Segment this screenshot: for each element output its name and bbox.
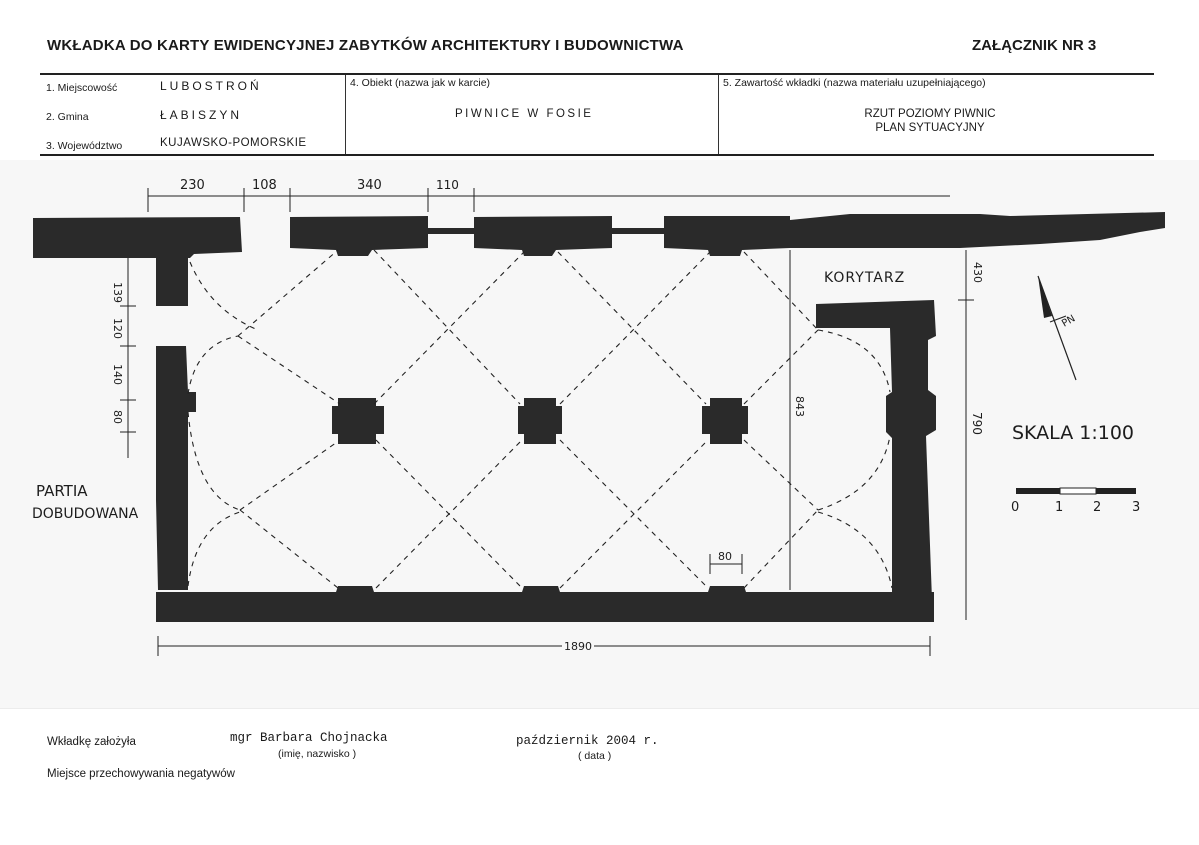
- left-dim-139: 139: [111, 282, 124, 303]
- top-wall-link: [428, 228, 474, 234]
- north-label: PN: [1060, 313, 1078, 330]
- content-label: 5. Zawartość wkładki (nazwa materiału uzupełniającego): [723, 77, 986, 89]
- created-by-label: Wkładkę założyła: [47, 736, 136, 748]
- author-name: mgr Barbara Chojnacka: [230, 731, 388, 745]
- commune-label: 2. Gmina: [46, 111, 89, 123]
- annex-label-line-1: PARTIA: [36, 482, 88, 500]
- locality-value: LUBOSTROŃ: [160, 79, 262, 93]
- vault-line: [744, 330, 818, 404]
- north-arrow-head: [1038, 276, 1052, 318]
- annex-label-line-2: DOBUDOWANA: [32, 506, 139, 522]
- voivodeship-value: KUJAWSKO-POMORSKIE: [160, 137, 307, 149]
- right-dim-790: 790: [970, 412, 984, 435]
- north-arrow: [1038, 276, 1076, 380]
- object-label: 4. Obiekt (nazwa jak w karcie): [350, 77, 491, 89]
- top-dim-108: 108: [252, 178, 277, 193]
- scale-tick-0: 0: [1011, 500, 1020, 515]
- bottom-dim-1890: 1890: [564, 640, 592, 653]
- top-wall-right: [790, 212, 1165, 248]
- top-wall-link: [612, 228, 664, 234]
- vault-line: [240, 440, 340, 510]
- vault-arc: [818, 512, 892, 588]
- scale-tick-2: 2: [1093, 500, 1102, 515]
- vault-arc: [818, 436, 890, 510]
- left-wall-upper: [156, 250, 188, 306]
- date-value: październik 2004 r.: [516, 734, 659, 748]
- bottom-wall: [156, 586, 934, 622]
- inner-dim-843: 843: [793, 396, 806, 417]
- top-wall-segment: [474, 216, 612, 256]
- top-dim-340: 340: [357, 178, 382, 193]
- vault-arc: [188, 512, 240, 586]
- scale-tick-1: 1: [1055, 500, 1064, 515]
- scale-segment: [1060, 488, 1096, 494]
- left-dim-140: 140: [111, 364, 124, 385]
- top-dim-110: 110: [436, 178, 459, 192]
- vault-arc: [190, 262, 258, 330]
- voivodeship-label: 3. Województwo: [46, 140, 123, 152]
- object-value: PIWNICE W FOSIE: [455, 108, 594, 120]
- vault-line: [374, 252, 524, 404]
- pier: [332, 398, 384, 444]
- scale-tick-3: 3: [1132, 500, 1141, 515]
- right-wall: [816, 300, 936, 600]
- commune-value: ŁABISZYN: [160, 108, 243, 122]
- content-line-1: RZUT POZIOMY PIWNIC: [864, 108, 996, 120]
- document-title: WKŁADKA DO KARTY EWIDENCYJNEJ ZABYTKÓW ARCHITEKTURY I BUDOWNICTWA: [47, 37, 684, 54]
- right-dim-430: 430: [971, 262, 984, 283]
- north-arrow-line: [1038, 276, 1076, 380]
- date-caption: ( data ): [578, 750, 612, 762]
- top-dim-230: 230: [180, 178, 205, 193]
- vault-line: [374, 250, 520, 404]
- vault-arc: [818, 330, 890, 392]
- vault-arc: [188, 412, 240, 510]
- left-dim-120: 120: [111, 318, 124, 339]
- top-wall-segment: [290, 216, 428, 256]
- vault-line: [744, 440, 818, 510]
- scale-label: SKALA 1:100: [1012, 422, 1134, 444]
- vault-line: [744, 252, 818, 330]
- pier: [518, 398, 562, 444]
- vault-line: [238, 250, 338, 336]
- walls: [33, 212, 1165, 622]
- scale-segment: [1016, 488, 1060, 494]
- pier-dim-80: 80: [718, 550, 732, 563]
- vault-line: [560, 252, 710, 404]
- author-caption: (imię, nazwisko ): [278, 748, 357, 760]
- corridor-label: KORYTARZ: [824, 270, 906, 286]
- pier: [702, 398, 748, 444]
- vault-arc: [188, 336, 238, 394]
- vault-line: [238, 336, 340, 404]
- annex-number: ZAŁĄCZNIK NR 3: [972, 37, 1097, 54]
- scale-bar: [1016, 488, 1136, 494]
- locality-label: 1. Miejscowość: [46, 82, 118, 94]
- left-dim-80: 80: [111, 410, 124, 424]
- vault-line: [558, 252, 706, 404]
- top-wall-left: [33, 217, 242, 258]
- vault-line: [744, 510, 818, 588]
- negatives-label: Miejsce przechowywania negatywów: [47, 768, 235, 780]
- scale-segment: [1096, 488, 1136, 494]
- content-line-2: PLAN SYTUACYJNY: [875, 122, 985, 134]
- top-wall-segment: [664, 216, 790, 256]
- vault-line: [240, 510, 338, 588]
